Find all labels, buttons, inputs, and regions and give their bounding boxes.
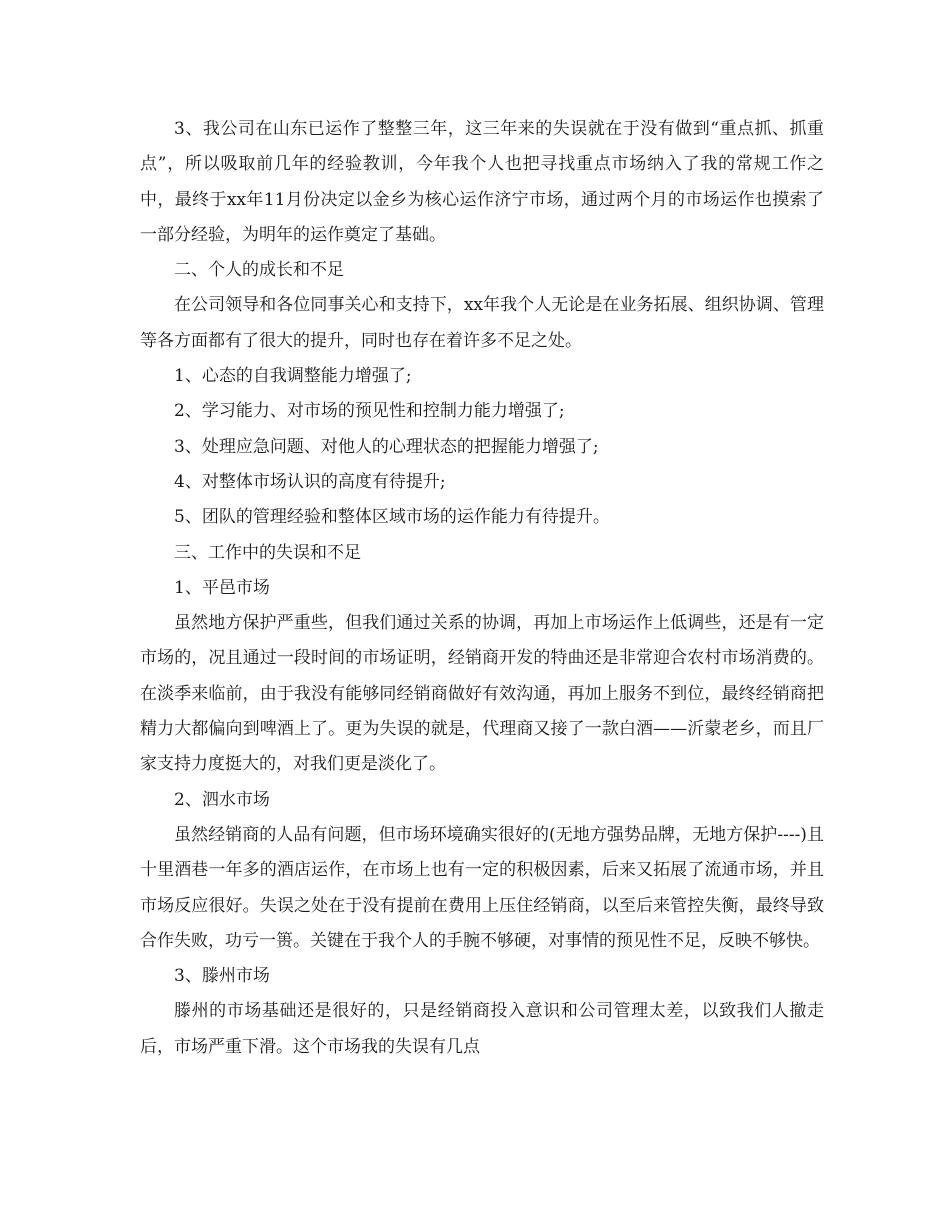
list-item-emergency-handling: 3、处理应急问题、对他人的心理状态的把握能力增强了; (174, 436, 599, 457)
paragraph-shandong-experience: 3、我公司在山东已运作了整整三年，这三年来的失误就在于没有做到“重点抓、抓重点”，所以吸取前几年的经验教训，今年我个人也把寻找重点市场纳入了我的常规工作之中，最终于xx年11月份决定以金乡为核心运作济宁市场，通过两个月的市场运作也摸索了一部分经验，为明年的运作奠定了基础。 (140, 119, 824, 245)
list-item-team-management: 5、团队的管理经验和整体区域市场的运作能力有待提升。 (174, 507, 610, 528)
paragraph-tengzhou-market: 滕州的市场基础还是很好的，只是经销商投入意识和公司管理太差，以致我们人撤走后，市场严重下滑。这个市场我的失误有几点 (140, 1001, 824, 1057)
list-item-learning: 2、学习能力、对市场的预见性和控制力能力增强了; (174, 401, 565, 422)
section-heading-mistakes: 三、工作中的失误和不足 (174, 542, 361, 563)
subheading-tengzhou-market: 3、滕州市场 (174, 966, 270, 987)
paragraph-sishui-market: 虽然经销商的人品有问题，但市场环境确实很好的(无地方强势品牌，无地方保护----)且十里酒巷一年多的酒店运作，在市场上也有一定的积极因素，后来又拓展了流通市场，并且市场反应很好。失误之处在于没有提前在费用上压住经销商，以至后来管控失衡，最终导致合作失败，功亏一篑。关键在于我个人的手腕不够硬，对事情的预见性不足，反映不够快。 (140, 824, 824, 951)
paragraph-personal-growth: 在公司领导和各位同事关心和支持下，xx年我个人无论是在业务拓展、组织协调、管理等各方面都有了很大的提升，同时也存在着许多不足之处。 (140, 295, 824, 351)
document-body (140, 112, 824, 1065)
subheading-pingyi-market: 1、平邑市场 (174, 577, 270, 598)
list-item-mindset: 1、心态的自我调整能力增强了; (174, 366, 412, 387)
list-item-market-understanding: 4、对整体市场认识的高度有待提升; (174, 471, 446, 492)
subheading-sishui-market: 2、泗水市场 (174, 789, 270, 810)
section-heading-personal-growth: 二、个人的成长和不足 (174, 260, 344, 281)
paragraph-pingyi-market: 虽然地方保护严重些，但我们通过关系的协调，再加上市场运作上低调些，还是有一定市场的，况且通过一段时间的市场证明，经销商开发的特曲还是非常迎合农村市场消费的。在淡季来临前，由于我没有能够同经销商做好有效沟通，再加上服务不到位，最终经销商把精力大都偏向到啤酒上了。更为失误的就是，代理商又接了一款白酒——沂蒙老乡，而且厂家支持力度挺大的，对我们更是淡化了。 (140, 613, 824, 775)
